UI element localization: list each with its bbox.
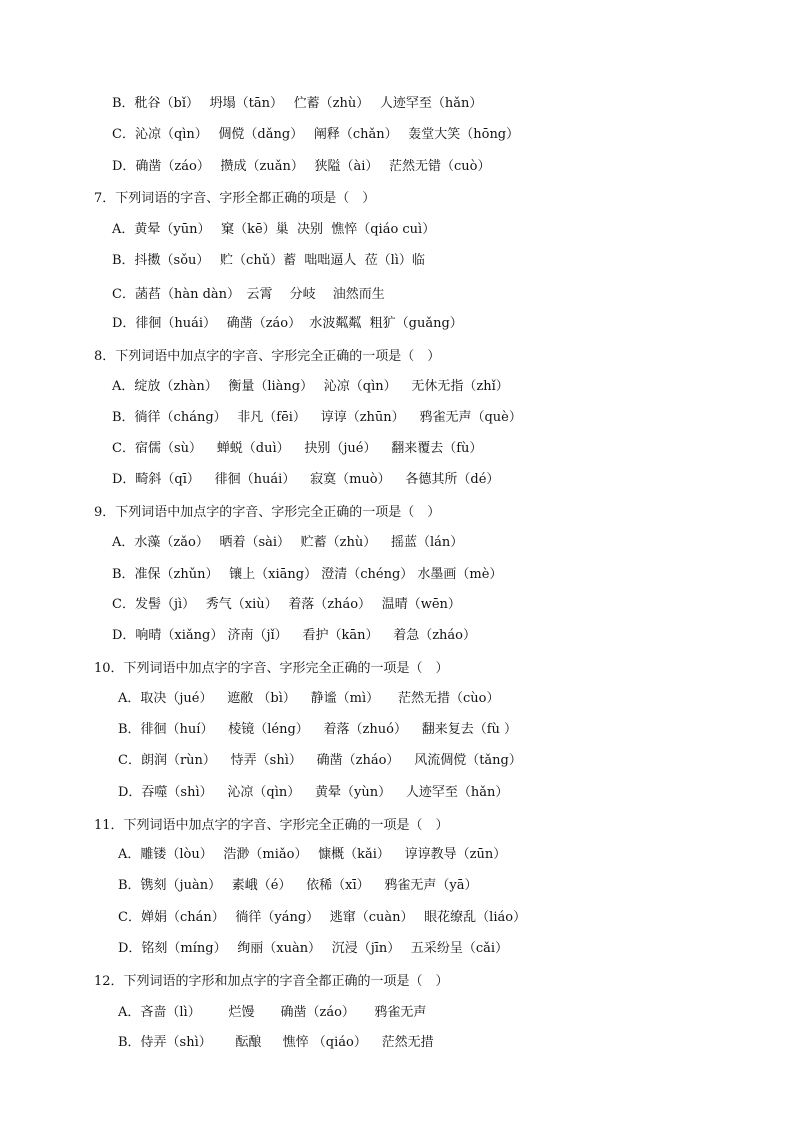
answer-option: B．秕谷（bǐ） 坍塌（tān） 伫蓄（zhù） 人迹罕至（hǎn） (112, 96, 483, 111)
answer-option: A．黄晕（yūn） 窠（kē）巢 决别 憔悴（qiáo cuì） (112, 222, 436, 237)
answer-option: B．准保（zhǔn） 镶上（xiāng） 澄清（chéng） 水墨画（mè） (112, 567, 503, 582)
answer-option: C．朗润（rùn） 恃弄（shì） 确凿（zháo） 风流倜傥（tǎng） (118, 753, 522, 768)
answer-option: A．绽放（zhàn） 衡量（liàng） 沁凉（qìn） 无休无指（zhǐ） (112, 379, 509, 394)
answer-option: B．徘徊（huí） 棱镜（léng） 着落（zhuó） 翻来复去（fù ） (118, 722, 518, 737)
answer-option: B．镌刻（juàn） 素峨（é） 依稀（xī） 鸦雀无声（yā） (118, 878, 478, 893)
answer-option: A．取决（jué） 遮敝 （bì） 静谧（mì） 茫然无措（cùo） (118, 691, 500, 706)
question-stem: 9．下列词语中加点字的字音、字形完全正确的一项是（ ） (94, 505, 441, 520)
question-stem: 12．下列词语的字形和加点字的字音全都正确的一项是（ ） (94, 974, 449, 989)
answer-option: A．水藻（zǎo） 晒着（sài） 贮蓄（zhù） 摇蓝（lán） (112, 535, 464, 550)
answer-option: C．宿儒（sù） 蝉蜕（duì） 抉别（jué） 翻来覆去（fù） (112, 441, 483, 456)
question-stem: 10．下列词语中加点字的字音、字形完全正确的一项是（ ） (94, 661, 449, 676)
answer-option: C．婵娟（chán） 徜徉（yáng） 逃窜（cuàn） 眼花缭乱（liáo） (118, 910, 527, 925)
question-stem: 7．下列词语的字音、字形全都正确的项是（ ） (94, 191, 376, 206)
answer-option: A．吝啬（lì） 烂馒 确凿（záo） 鸦雀无声 (118, 1005, 427, 1020)
answer-option: D．响晴（xiǎng） 济南（jǐ） 看护（kān） 着急（zháo） (112, 628, 477, 643)
answer-option: D．铭刻（míng） 绚丽（xuàn） 沉浸（jīn） 五采纷呈（cǎi） (118, 941, 509, 956)
question-stem: 8．下列词语中加点字的字音、字形完全正确的一项是（ ） (94, 349, 441, 364)
answer-option: A．雕镂（lòu） 浩渺（miǎo） 慷概（kǎi） 谆谆教导（zūn） (118, 847, 507, 862)
answer-option: C．发髻（jì） 秀气（xiù） 着落（zháo） 温晴（wēn） (112, 597, 461, 612)
answer-option: C．沁凉（qìn） 倜傥（dǎng） 阐释（chǎn） 轰堂大笑（hōng） (112, 127, 520, 142)
answer-option: D．徘徊（huái） 确凿（záo） 水波粼粼 粗犷（guǎng） (112, 316, 463, 331)
answer-option: B．侍弄（shì） 酝酿 憔悴 （qiáo） 茫然无措 (118, 1035, 434, 1050)
answer-option: B．抖擞（sǒu） 贮（chǔ）蓄 咄咄逼人 莅（lì）临 (112, 253, 425, 268)
question-stem: 11．下列词语中加点字的字音、字形完全正确的一项是（ ） (94, 818, 449, 833)
answer-option: D．畸斜（qī） 徘徊（huái） 寂寞（muò） 各德其所（dé） (112, 472, 500, 487)
answer-option: B．徜徉（cháng） 非凡（fēi） 谆谆（zhūn） 鸦雀无声（què） (112, 410, 522, 425)
answer-option: D．确凿（záo） 攒成（zuǎn） 狭隘（ài） 茫然无错（cuò） (112, 159, 491, 174)
answer-option: D．吞噬（shì） 沁凉（qìn） 黄晕（yùn） 人迹罕至（hǎn） (118, 785, 509, 800)
answer-option: C．菡萏（hàn dàn） 云霄 分岐 油然而生 (112, 287, 385, 302)
